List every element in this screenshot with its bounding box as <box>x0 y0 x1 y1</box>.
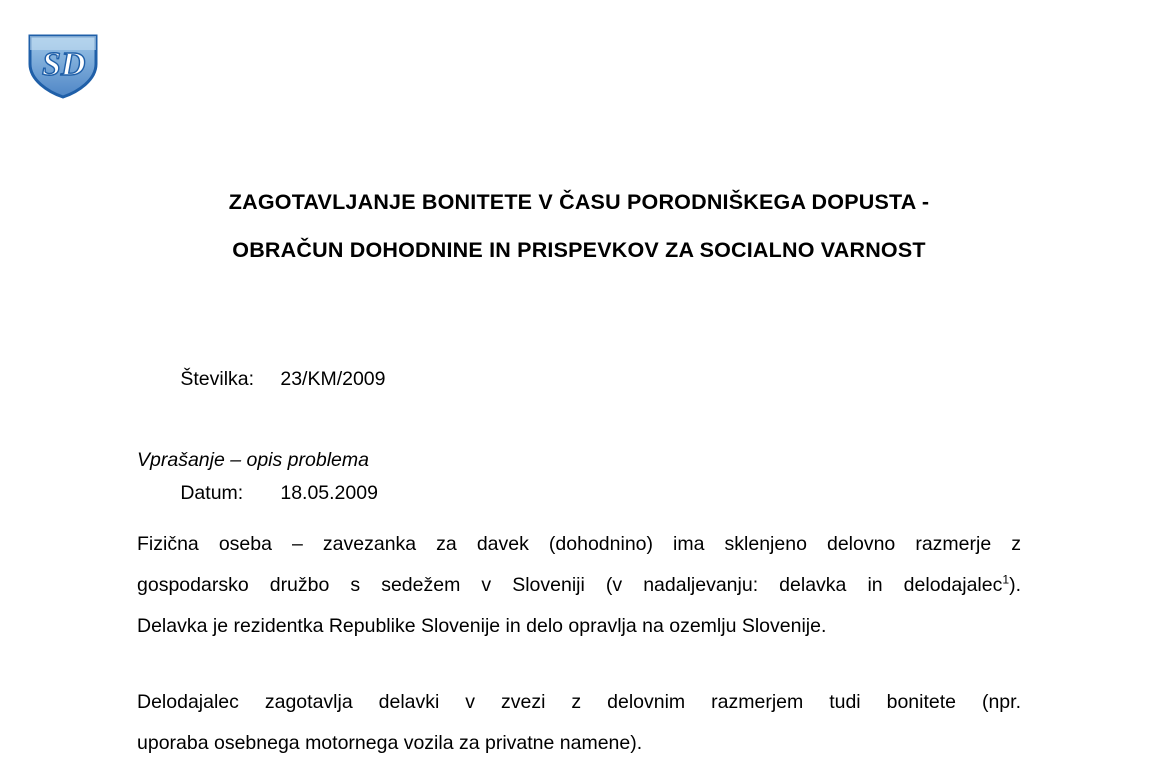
footnote-marker: 1 <box>1002 572 1010 587</box>
title-line-1: ZAGOTAVLJANJE BONITETE V ČASU PORODNIŠKEGA DOPUSTA - <box>228 190 930 214</box>
document-meta <box>137 322 1021 550</box>
paragraph-2 <box>137 682 1021 764</box>
meta-date-label: Datum: <box>180 482 244 504</box>
paragraph-2-line-2: uporaba osebnega motornega vozila za privatne namene). <box>137 732 643 754</box>
paragraph-1-line-2 <box>137 565 1021 606</box>
paragraph-1-line-3: Delavka je rezidentka Republike Slovenije in delo opravlja na ozemlju Slovenije. <box>137 615 827 637</box>
company-logo <box>22 30 104 100</box>
paragraph-1 <box>137 524 1021 647</box>
document-title <box>137 178 1021 274</box>
paragraph-2-line-1: Delodajalec zagotavlja delavki v zvezi z delovnim razmerjem tudi bonitete (npr. <box>137 691 1021 713</box>
meta-number-value: 23/KM/2009 <box>280 368 386 390</box>
meta-number-label: Številka: <box>180 368 255 390</box>
meta-row-number <box>137 322 1021 436</box>
paragraph-1-line-1: Fizična oseba – zavezanka za davek (dohodnino) ima sklenjeno delovno razmerje z <box>137 533 1021 555</box>
svg-text:SD: SD <box>42 46 86 83</box>
title-line-2: OBRAČUN DOHODNINE IN PRISPEVKOV ZA SOCIALNO VARNOST <box>232 238 926 262</box>
paragraph-1-line-2-text: gospodarsko družbo s sedežem v Sloveniji (v nadaljevanju: delavka in delodajalec <box>137 574 1003 596</box>
paragraph-1-line-2-tail: ). <box>1009 574 1021 596</box>
section-heading: Vprašanje – opis problema <box>137 449 369 471</box>
meta-date-value: 18.05.2009 <box>280 482 378 504</box>
